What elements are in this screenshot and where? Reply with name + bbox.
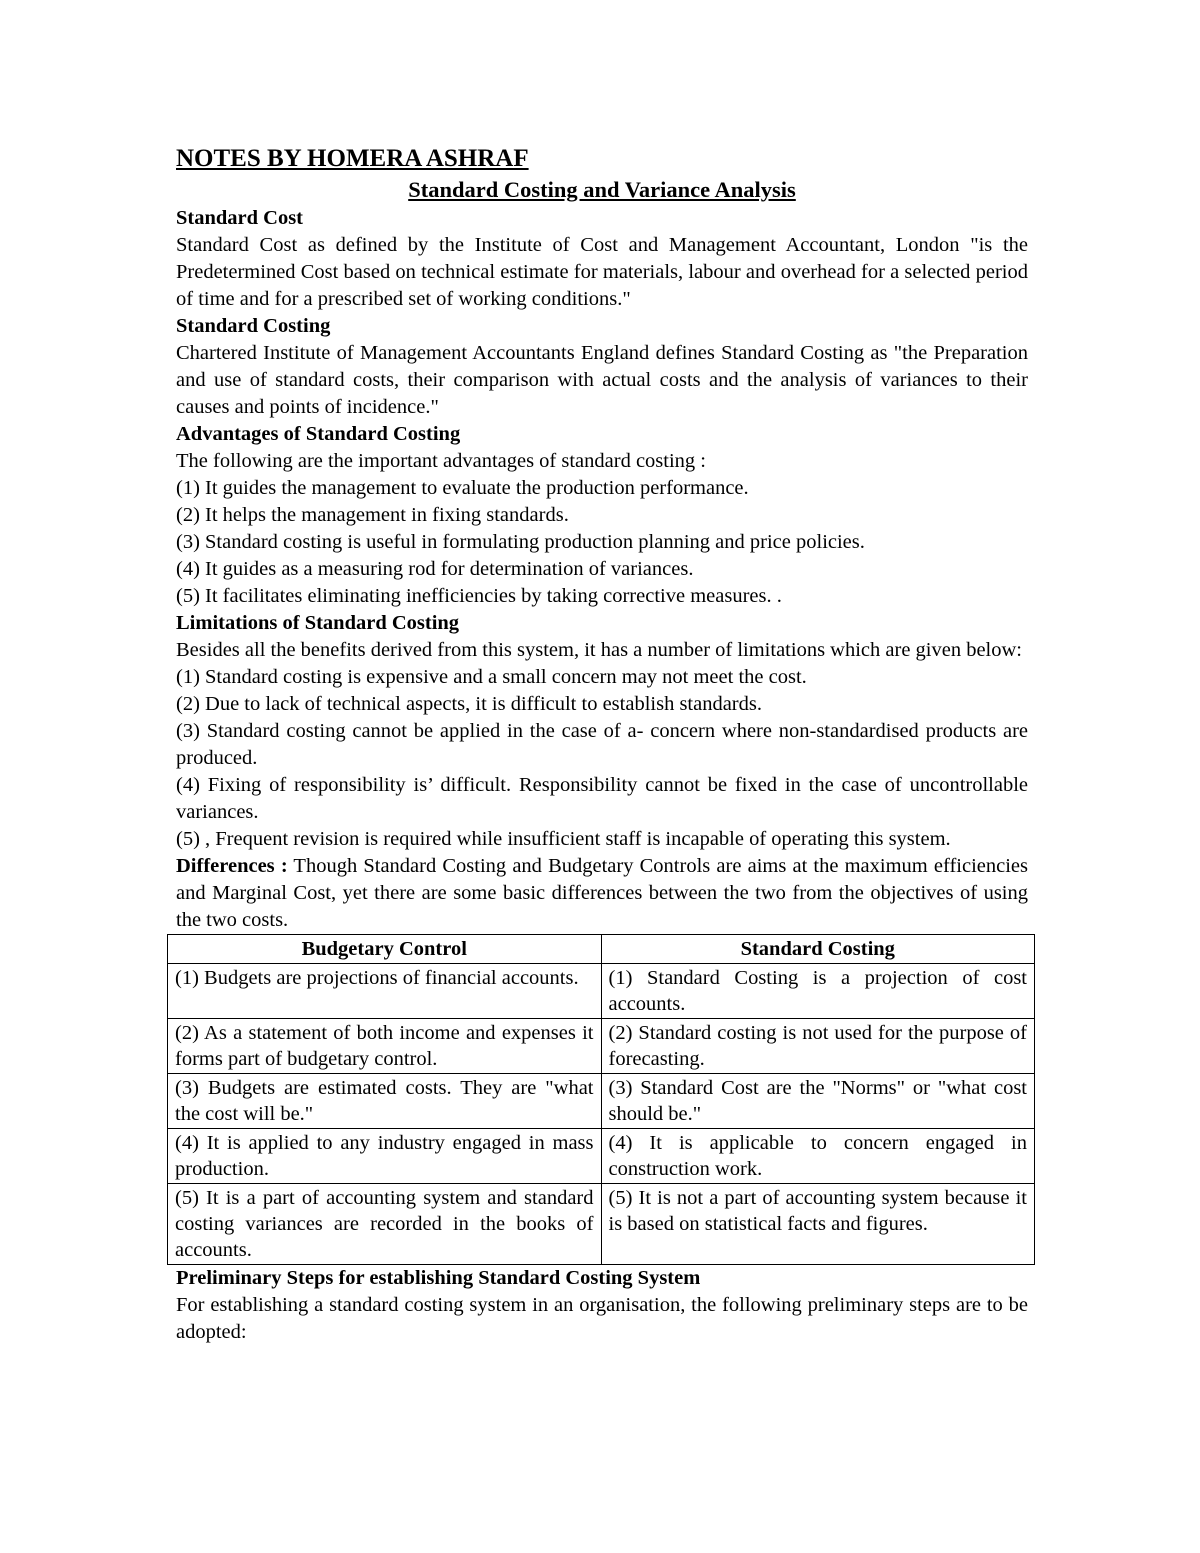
differences-text: Though Standard Costing and Budgetary Controls are aims at the maximum efficiencies and Marginal Cost, yet there are some basic differences between the two from the objectives of using the two costs. [176, 855, 1028, 931]
list-item: (4) Fixing of responsibility is’ difficult. Responsibility cannot be fixed in the case of uncontrollable variances. [176, 774, 1028, 823]
list-item: (5) , Frequent revision is required while insufficient staff is incapable of operating this system. [176, 828, 951, 850]
table-cell: (2) As a statement of both income and expenses it forms part of budgetary control. [168, 1019, 602, 1074]
table-cell: (4) It is applied to any industry engaged in mass production. [168, 1129, 602, 1184]
list-item: (3) Standard costing cannot be applied in the case of a- concern where non-standardised products are produced. [176, 720, 1028, 769]
table-row [168, 1184, 1035, 1265]
table-header-standard-costing: Standard Costing [601, 935, 1035, 964]
table-row [168, 1019, 1035, 1074]
standard-costing-heading: Standard Costing [176, 315, 331, 337]
list-item: (1) Standard costing is expensive and a small concern may not meet the cost. [176, 666, 807, 688]
differences-paragraph [176, 853, 1028, 934]
table-cell: (5) It is not a part of accounting system because it is based on statistical facts and figures. [601, 1184, 1035, 1265]
list-item: (2) Due to lack of technical aspects, it is difficult to establish standards. [176, 693, 762, 715]
advantages-heading: Advantages of Standard Costing [176, 423, 461, 445]
list-item: (3) Standard costing is useful in formulating production planning and price policies. [176, 531, 865, 553]
document-title: NOTES BY HOMERA ASHRAF [176, 145, 529, 172]
standard-cost-heading: Standard Cost [176, 207, 304, 229]
document-subtitle: Standard Costing and Variance Analysis [408, 177, 796, 202]
document-page [176, 143, 1028, 1346]
list-item: (4) It guides as a measuring rod for determination of variances. [176, 558, 694, 580]
standard-cost-text: Standard Cost as defined by the Institute of Cost and Management Accountant, London "is the Predetermined Cost based on technical estimate for materials, labour and overhead for a selected period of time and for a prescribed set of working conditions." [176, 234, 1028, 310]
list-item: (2) It helps the management in fixing standards. [176, 504, 569, 526]
table-header-row [168, 935, 1035, 964]
table-cell: (1) Standard Costing is a projection of cost accounts. [601, 964, 1035, 1019]
differences-label: Differences : [176, 855, 288, 877]
advantages-list [176, 475, 1028, 610]
advantages-intro: The following are the important advantages of standard costing : [176, 450, 706, 472]
list-item: (1) It guides the management to evaluate the production performance. [176, 477, 749, 499]
standard-costing-text: Chartered Institute of Management Accountants England defines Standard Costing as "the Preparation and use of standard costs, their comparison with actual costs and the analysis of variances to their causes and points of incidence." [176, 342, 1028, 418]
table-cell: (3) Budgets are estimated costs. They are "what the cost will be." [168, 1074, 602, 1129]
table-cell: (2) Standard costing is not used for the purpose of forecasting. [601, 1019, 1035, 1074]
preliminary-steps-text: For establishing a standard costing system in an organisation, the following preliminary steps are to be adopted: [176, 1294, 1028, 1343]
table-row [168, 964, 1035, 1019]
table-cell: (5) It is a part of accounting system and standard costing variances are recorded in the books of accounts. [168, 1184, 602, 1265]
preliminary-steps-heading: Preliminary Steps for establishing Standard Costing System [176, 1267, 701, 1289]
table-row [168, 1074, 1035, 1129]
comparison-table [167, 934, 1035, 1265]
table-cell: (1) Budgets are projections of financial accounts. [168, 964, 602, 1019]
limitations-list [176, 664, 1028, 853]
table-header-budgetary-control: Budgetary Control [168, 935, 602, 964]
list-item: (5) It facilitates eliminating inefficiencies by taking corrective measures. . [176, 585, 782, 607]
table-row [168, 1129, 1035, 1184]
limitations-heading: Limitations of Standard Costing [176, 612, 460, 634]
limitations-intro: Besides all the benefits derived from this system, it has a number of limitations which are given below: [176, 639, 1023, 661]
table-cell: (3) Standard Cost are the "Norms" or "what cost should be." [601, 1074, 1035, 1129]
table-cell: (4) It is applicable to concern engaged in construction work. [601, 1129, 1035, 1184]
